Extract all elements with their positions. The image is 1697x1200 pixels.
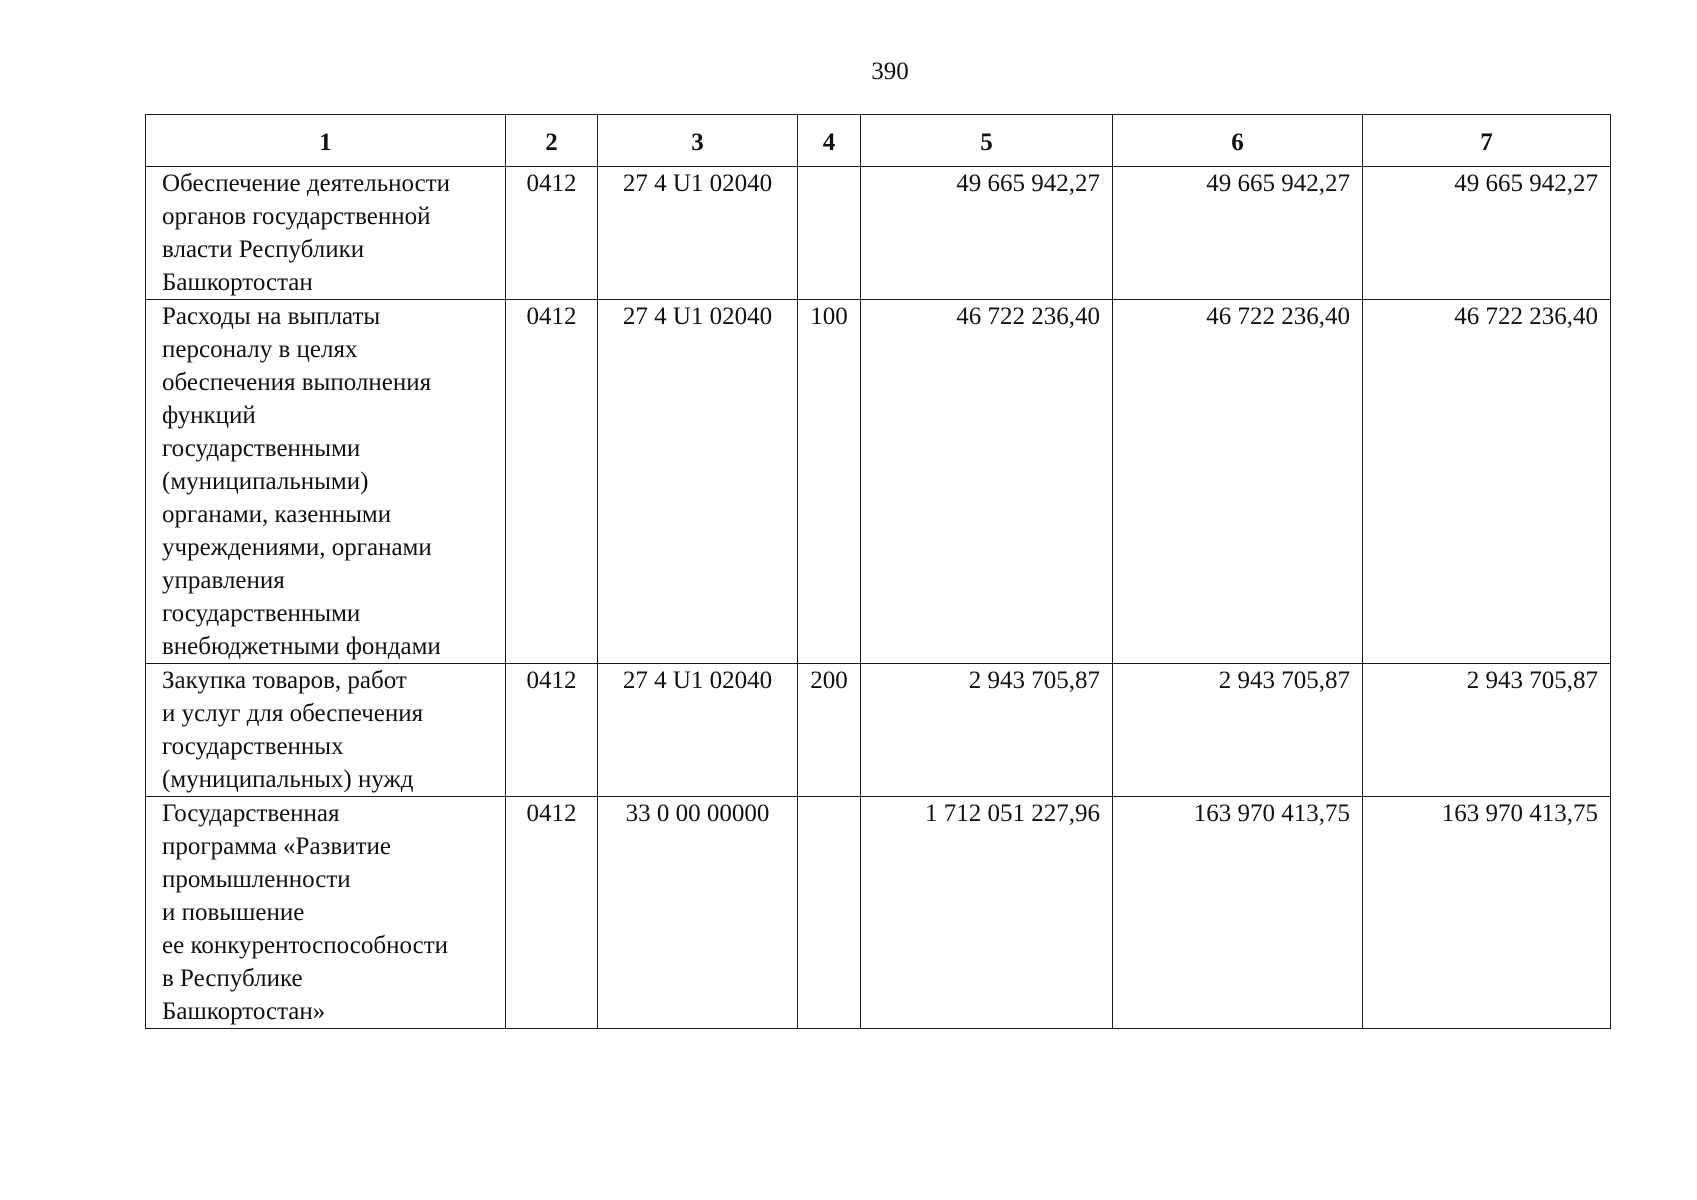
budget-table [145,114,1611,1029]
row-kind-cell: 200 [798,664,861,797]
row-name-line: функций [162,402,256,429]
row-name-line: программа «Развитие [162,833,392,860]
row-value-7-cell: 49 665 942,27 [1363,167,1611,300]
row-target-cell: 27 4 U1 02040 [598,300,798,664]
row-value-5-cell: 49 665 942,27 [861,167,1113,300]
row-name-line: Башкортостан» [162,998,326,1025]
row-name-cell [146,300,506,664]
table-row [146,797,1611,1029]
row-value-7-cell: 46 722 236,40 [1363,300,1611,664]
row-value-7-cell: 2 943 705,87 [1363,664,1611,797]
row-name-line: государственными [162,435,361,462]
table-row [146,167,1611,300]
row-name-line: и повышение [162,899,305,926]
row-value-6-cell: 2 943 705,87 [1113,664,1363,797]
row-name-line: власти Республики [162,236,365,263]
row-name-line: Обеспечение деятельности [162,170,451,197]
header-col-3: 3 [598,115,798,167]
page-number: 390 [871,58,909,85]
row-name-line: (муниципальными) [162,468,369,495]
row-name-line: внебюджетными фондами [162,633,441,660]
row-value-5-cell: 46 722 236,40 [861,300,1113,664]
row-name-cell [146,797,506,1029]
row-section-cell: 0412 [506,300,598,664]
row-section-cell: 0412 [506,664,598,797]
row-name-line: обеспечения выполнения [162,369,432,396]
row-name-cell [146,167,506,300]
row-name-cell [146,664,506,797]
table-body [146,167,1611,1029]
row-name-line: государственных [162,733,344,760]
row-name-line: Башкортостан [162,269,313,296]
header-col-1: 1 [146,115,506,167]
row-name-line: органов государственной [162,203,431,230]
row-name-line: в Республике [162,965,303,992]
table-row [146,664,1611,797]
row-name-line: Расходы на выплаты [162,303,381,330]
row-value-6-cell: 46 722 236,40 [1113,300,1363,664]
row-kind-cell: 100 [798,300,861,664]
row-name-line: персоналу в целях [162,336,358,363]
row-name-line: Закупка товаров, работ [162,667,407,694]
row-kind-cell [798,167,861,300]
row-value-5-cell: 2 943 705,87 [861,664,1113,797]
row-name-line: управления [162,567,285,594]
row-name-line: органами, казенными [162,501,392,528]
row-target-cell: 27 4 U1 02040 [598,167,798,300]
table-row [146,300,1611,664]
row-section-cell: 0412 [506,167,598,300]
row-target-cell: 27 4 U1 02040 [598,664,798,797]
row-name-line: и услуг для обеспечения [162,700,424,727]
row-name-line: учреждениями, органами [162,534,432,561]
row-kind-cell [798,797,861,1029]
table-header [146,115,1611,167]
row-value-5-cell: 1 712 051 227,96 [861,797,1113,1029]
header-col-6: 6 [1113,115,1363,167]
row-value-7-cell: 163 970 413,75 [1363,797,1611,1029]
header-col-2: 2 [506,115,598,167]
header-col-7: 7 [1363,115,1611,167]
row-value-6-cell: 49 665 942,27 [1113,167,1363,300]
row-section-cell: 0412 [506,797,598,1029]
row-name-line: государственными [162,600,361,627]
row-value-6-cell: 163 970 413,75 [1113,797,1363,1029]
row-name-line: (муниципальных) нужд [162,766,414,793]
header-col-4: 4 [798,115,861,167]
row-name-line: промышленности [162,866,351,893]
row-name-line: ее конкурентоспособности [162,932,448,959]
row-name-line: Государственная [162,800,340,827]
row-target-cell: 33 0 00 00000 [598,797,798,1029]
header-col-5: 5 [861,115,1113,167]
header-row [146,115,1611,167]
